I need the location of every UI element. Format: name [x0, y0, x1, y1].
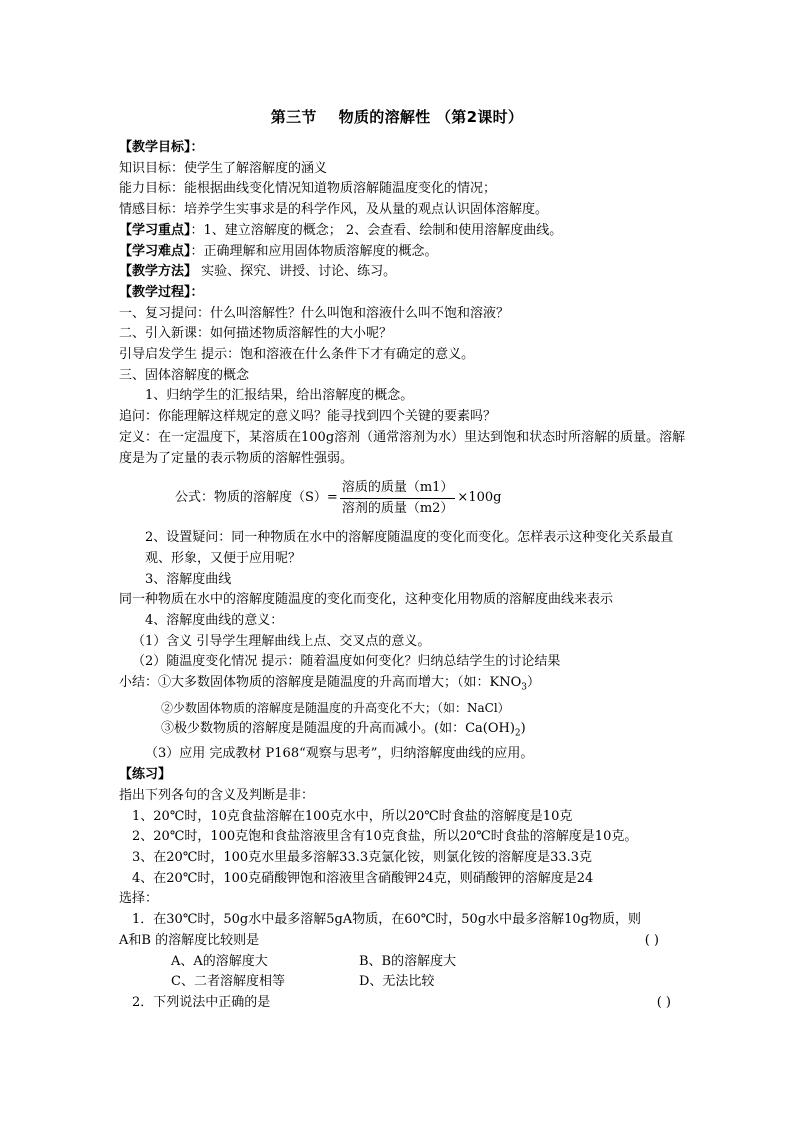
page-title: [0, 106, 794, 127]
title-topic: 物质的溶解性 （第2课时）: [338, 108, 524, 126]
definition: 定义：在一定温度下，某溶质在100g溶剂（通常溶剂为水）里达到饱和状态时所溶解的质量。溶解度是为了定量的表示物质的溶解性强弱。: [119, 429, 686, 466]
practice-item-4: 4、在20℃时，100克硝酸钾饱和溶液里含硝酸钾24克，则硝酸钾的溶解度是24: [132, 870, 594, 886]
title-section: 第三节: [270, 108, 317, 126]
summary-1-text: 小结：①大多数固体物质的溶解度是随温度的升高而增大；（如：KNO: [119, 675, 522, 691]
practice-item-1: 1、20℃时，10克食盐溶解在100克水中，所以20℃时食盐的溶解度是10克: [132, 808, 573, 824]
question-1-stem: A和B 的溶解度比较则是: [119, 932, 260, 948]
step-2: 2、设置疑问：同一种物质在水中的溶解度随温度的变化而变化。怎样表示这种变化关系最直观、形象，又便于应用呢？: [145, 530, 674, 566]
question-1-options-row-1: [119, 952, 689, 973]
difficulty-label: 【学习难点】: [119, 243, 191, 259]
formula-denominator: 溶剂的质量（m2）: [341, 500, 454, 516]
formula-suffix: ×100g: [457, 489, 502, 505]
practice-heading: 【练习】: [119, 767, 172, 783]
summary-2: ②少数固体物质的溶解度是随温度的升高变化不大；（如：NaCl）: [161, 701, 510, 716]
meaning-1: （1）含义 引导学生理解曲线上点、交叉点的意义。: [132, 633, 431, 649]
review-question: 一、复习提问：什么叫溶解性？什么叫饱和溶液什么叫不饱和溶液？: [119, 305, 510, 321]
practice-intro: 指出下列各句的含义及判断是非：: [119, 787, 315, 803]
curve-description: 同一种物质在水中的溶解度随温度的变化而变化，这种变化用物质的溶解度曲线来表示: [119, 592, 614, 608]
step-3: 3、溶解度曲线: [145, 571, 232, 587]
summary-3-subscript: 2: [514, 728, 521, 739]
option-a: A、A的溶解度大: [171, 953, 268, 969]
goal-knowledge: 知识目标：使学生了解溶解度的涵义: [119, 160, 328, 176]
meaning-2: （2）随温度变化情况 提示：随着温度如何变化？归纳总结学生的讨论结果: [132, 654, 561, 670]
difficulty-text: ：正确理解和应用固体物质溶解度的概念。: [190, 243, 438, 259]
question-2: [119, 993, 689, 1014]
option-c: C、二者溶解度相等: [171, 974, 285, 990]
solubility-formula: [119, 472, 689, 524]
formula-numerator: 溶质的质量（m1）: [340, 479, 456, 499]
follow-up-question: 追问：你能理解这样规定的意义吗？能寻找到四个关键的要素吗？: [119, 409, 497, 425]
option-d: D、无法比较: [359, 974, 435, 990]
formula-fraction: [340, 479, 456, 518]
choice-heading: 选择：: [119, 891, 159, 907]
practice-item-2: 2、20℃时，100克饱和食盐溶液里含有10克食盐，所以20℃时食盐的溶解度是10克。: [132, 829, 638, 845]
teaching-method: [119, 262, 689, 283]
goal-ability: 能力目标：能根据曲线变化情况知道物质溶解随温度变化的情况；: [119, 181, 497, 197]
summary-1-end: ）: [526, 675, 540, 691]
formula-prefix: 公式：物质的溶解度（S）=: [175, 489, 338, 505]
goals-heading: 【教学目标】：: [119, 140, 204, 155]
lesson-body: [119, 138, 689, 1014]
method-label: 【教学方法】: [119, 264, 198, 280]
summary-3-text: ③极少数物质的溶解度是随温度的升高而减小。(如：Ca(OH): [161, 721, 515, 737]
key-label: 【学习重点】: [119, 222, 191, 238]
process-heading: 【教学过程】：: [119, 284, 204, 300]
option-b: B、B的溶解度大: [359, 953, 457, 969]
concept-heading: 三、固体溶解度的概念: [119, 367, 250, 383]
meaning-3: （3）应用 完成教材 P168“观察与思考”，归纳溶解度曲线的应用。: [145, 746, 534, 762]
question-1-options-row-2: [119, 972, 689, 993]
question-1-answer-slot: ( ): [644, 932, 659, 948]
question-1-line-1: 1．在30℃时，50g水中最多溶解5gA物质，在60℃时，50g水中最多溶解10g物质，则: [132, 912, 642, 928]
question-2-stem: 2．下列说法中正确的是: [132, 994, 271, 1010]
intro-new-lesson: 二、引入新课：如何描述物质溶解性的大小呢？: [119, 326, 393, 342]
summary-1-subscript: 3: [521, 682, 527, 693]
question-1-line-2: [119, 931, 689, 952]
method-text: 实验、探究、讲授、讨论、练习。: [197, 264, 397, 280]
step-4: 4、溶解度曲线的意义：: [145, 613, 284, 629]
guide-hint: 引导启发学生 提示：饱和溶液在什么条件下才有确定的意义。: [119, 347, 475, 363]
question-2-answer-slot: ( ): [656, 994, 671, 1010]
goal-emotion: 情感目标：培养学生实事求是的科学作风，及从量的观点认识固体溶解度。: [119, 202, 549, 218]
step-1: 1、归纳学生的汇报结果，给出溶解度的概念。: [145, 388, 414, 404]
summary-1: [119, 673, 689, 698]
summary-3-end: ): [520, 721, 526, 737]
key-points: [119, 221, 689, 242]
key-text: ：1、建立溶解度的概念； 2、会查看、绘制和使用溶解度曲线。: [190, 222, 563, 238]
summary-3: [119, 719, 689, 744]
difficulties: [119, 242, 689, 263]
practice-item-3: 3、在20℃时，100克水里最多溶解33.3克氯化铵，则氯化铵的溶解度是33.3克: [132, 849, 593, 865]
